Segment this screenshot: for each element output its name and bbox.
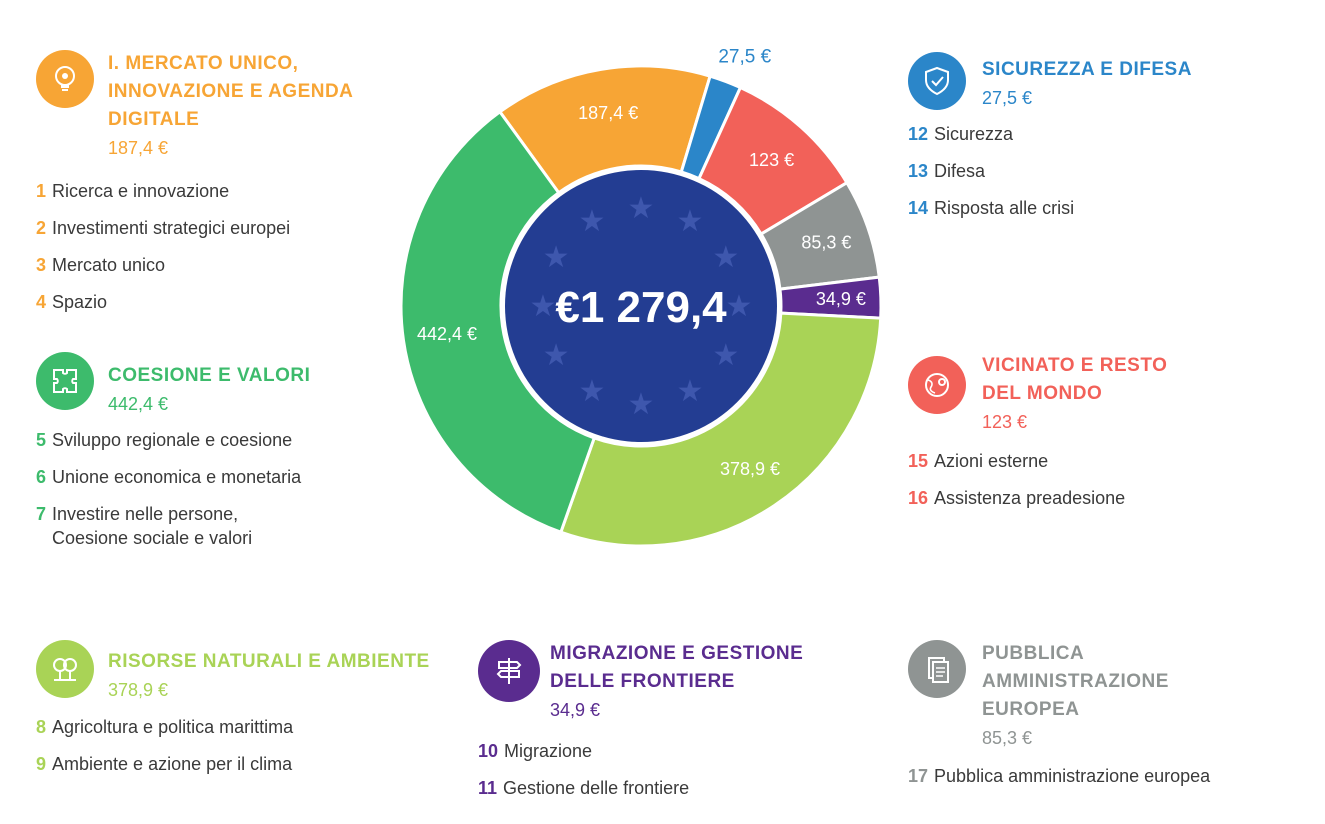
list-item: 1 Ricerca e innovazione (36, 181, 230, 201)
eu-star-icon: ★ (712, 338, 740, 373)
list-item: 2 Investimenti strategici europei (36, 218, 291, 238)
shield-check-icon (908, 52, 966, 110)
eu-star-icon: ★ (676, 373, 704, 409)
list-item: 17 Pubblica amministrazione europea (908, 766, 1211, 786)
section-migrazione (478, 640, 858, 810)
section-amount: 34,9 € (550, 700, 601, 720)
list-item: 3 Mercato unico (36, 255, 166, 275)
documents-icon (908, 640, 966, 698)
eu-star-icon: ★ (578, 373, 606, 409)
section-coesione-valori (36, 350, 416, 560)
list-item: 10 Migrazione (478, 741, 593, 761)
section-amount: 442,4 € (108, 394, 169, 414)
section-title: I. MERCATO UNICO, (108, 53, 299, 74)
section-sicurezza-difesa (908, 52, 1288, 232)
section-title: COESIONE E VALORI (108, 365, 311, 386)
section-title: AMMINISTRAZIONE (982, 671, 1169, 692)
section-vicinato (908, 352, 1288, 522)
section-title: DEL MONDO (982, 383, 1103, 404)
section-title: EUROPEA (982, 699, 1080, 720)
list-item: 13 Difesa (908, 161, 986, 181)
eu-star-icon: ★ (627, 191, 655, 226)
globe-pin-icon (908, 356, 966, 414)
section-title: DIGITALE (108, 109, 200, 130)
slice-value-label: 85,3 € (801, 232, 852, 253)
puzzle-icon (36, 352, 94, 410)
slice-value-label: 123 € (749, 149, 795, 170)
eu-star-icon: ★ (529, 289, 557, 324)
eu-star-icon: ★ (542, 240, 570, 275)
eu-star-icon: ★ (627, 387, 655, 422)
slice-value-label: 27,5 € (718, 46, 772, 68)
list-item: 9 Ambiente e azione per il clima (36, 754, 293, 774)
section-amount: 187,4 € (108, 138, 169, 158)
list-item: 4 Spazio (36, 292, 108, 312)
slice-value-label: 442,4 € (416, 324, 478, 345)
eu-star-icon: ★ (578, 204, 606, 240)
list-item: 5 Sviluppo regionale e coesione (36, 430, 293, 450)
list-item: 6 Unione economica e monetaria (36, 467, 302, 487)
signpost-icon (478, 640, 540, 702)
slice-value-label: 187,4 € (578, 102, 639, 123)
section-title: SICUREZZA E DIFESA (982, 59, 1192, 80)
list-item: 16 Assistenza preadesione (908, 488, 1126, 508)
center-total-label: €1 279,4 (555, 283, 727, 332)
section-pubblica-amministrazione (908, 640, 1308, 810)
list-item: 14 Risposta alle crisi (908, 198, 1075, 218)
eu-star-icon: ★ (725, 289, 753, 324)
eu-star-icon: ★ (712, 240, 740, 275)
list-item: 11 Gestione delle frontiere (478, 778, 690, 798)
section-mercato-unico (36, 50, 416, 330)
lightbulb-icon (36, 50, 94, 108)
section-amount: 27,5 € (982, 88, 1033, 108)
section-amount: 378,9 € (108, 680, 169, 700)
trees-icon (36, 640, 94, 698)
eu-star-icon: ★ (542, 338, 570, 373)
eu-star-icon: ★ (676, 204, 704, 240)
section-amount: 123 € (982, 412, 1028, 432)
section-title: VICINATO E RESTO (982, 355, 1168, 376)
section-title: INNOVAZIONE E AGENDA (108, 81, 354, 102)
list-item: 15 Azioni esterne (908, 451, 1049, 471)
list-item: 8 Agricoltura e politica marittima (36, 717, 294, 737)
section-title: MIGRAZIONE E GESTIONE (550, 643, 804, 664)
section-title: DELLE FRONTIERE (550, 671, 735, 692)
section-title: RISORSE NATURALI E AMBIENTE (108, 651, 430, 672)
section-title: PUBBLICA (982, 643, 1085, 664)
section-amount: 85,3 € (982, 728, 1033, 748)
slice-value-label: 378,9 € (719, 458, 781, 479)
slice-value-label: 34,9 € (815, 288, 866, 309)
list-item: 7 Investire nelle persone, Coesione sociale e valori (36, 504, 253, 548)
section-risorse-naturali (36, 640, 476, 790)
list-item: 12 Sicurezza (908, 124, 1014, 144)
